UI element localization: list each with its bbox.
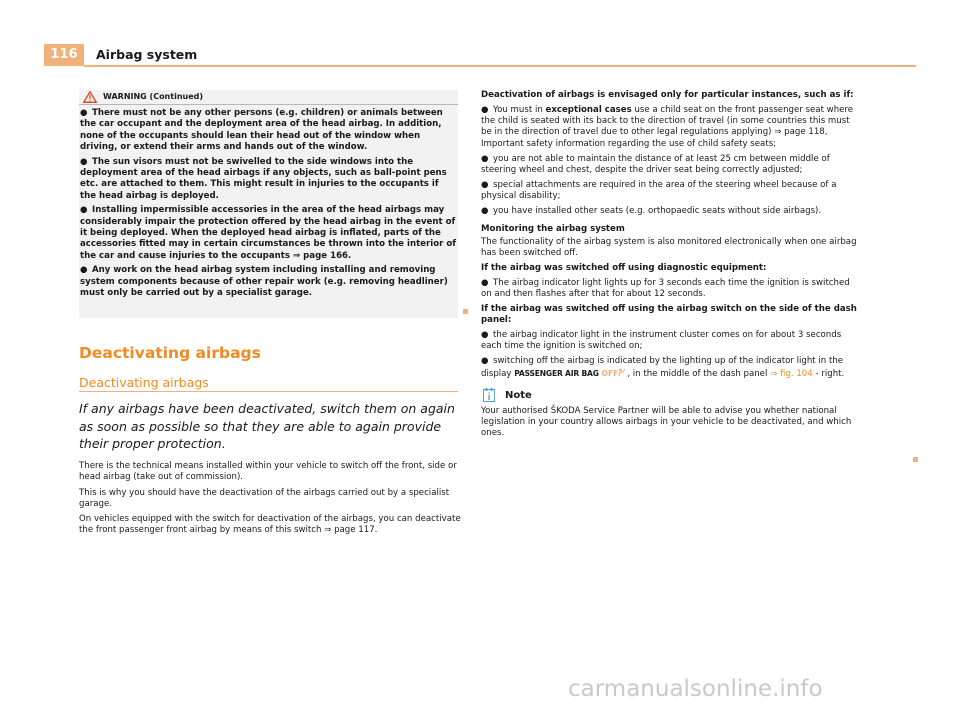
note-icon bbox=[483, 388, 495, 402]
page-number: 116 bbox=[44, 44, 84, 66]
airbag-off-icon bbox=[618, 368, 627, 376]
display-text: PASSENGER AIR BAG bbox=[514, 368, 599, 378]
warning-item: ● There must not be any other persons (e.g. children) or animals between the car occupant and the deployment area of the head airbag. In addition, none of the occupants should lean their head out of the window when driving, or extend their arms and hands out of the window. bbox=[80, 108, 443, 152]
header-rule bbox=[84, 65, 916, 67]
sub-title-rule bbox=[79, 391, 458, 392]
page-title: Airbag system bbox=[96, 47, 198, 62]
warning-triangle-icon bbox=[83, 91, 97, 103]
warning-body bbox=[80, 108, 457, 303]
note-text: Your authorised ŠKODA Service Partner will be able to advise you whether national legislation in your country allows airbags in your vehicle to be deactivated, and which ones. bbox=[481, 405, 852, 439]
sub-title: Deactivating airbags bbox=[79, 375, 209, 390]
list-item: ● you have installed other seats (e.g. orthopaedic seats without side airbags). bbox=[481, 206, 822, 217]
fig-ref-link[interactable]: ⇒ fig. 104 bbox=[770, 368, 813, 379]
note-label: Note bbox=[505, 389, 532, 401]
list-item: ● switching off the airbag is indicated by the lighting up of the indicator light in the display PASSENGER AIR BAG OFF , in the middle of the dash panel ⇒ fig. 104 - right. bbox=[481, 356, 845, 379]
switch-heading: If the airbag was switched off using the airbag switch on the side of the dash panel: bbox=[481, 303, 857, 326]
monitoring-text: The functionality of the airbag system is also monitored electronically when one airbag has been switched off. bbox=[481, 236, 857, 258]
monitoring-heading: Monitoring the airbag system bbox=[481, 224, 625, 235]
list-item: ● You must in exceptional cases use a child seat on the front passenger seat where the child is seated with its back to the direction of travel (in some countries this must be in the direction of travel due to other legal regulations applying) ⇒ page 118, Important safety information regarding the use of child safety seats; bbox=[481, 104, 854, 149]
body-paragraph: On vehicles equipped with the switch for deactivation of the airbags, you can deactivate the front passenger front airbag by means of this switch ⇒ page 117. bbox=[79, 514, 461, 536]
warning-label: WARNING (Continued) bbox=[103, 92, 204, 101]
end-marker-icon bbox=[463, 309, 468, 314]
list-item: ● special attachments are required in the area of the steering wheel because of a physical disability; bbox=[481, 179, 837, 202]
warning-item: ● Installing impermissible accessories in the area of the head airbags may considerably impair the protection offered by the head airbag in the event of it being deployed. When the deployed head airbag is inflated, parts of the accessories fitted may in certain circumstances be thrown into the interior of the car and cause injuries to the occupants ⇒ page 166. bbox=[80, 205, 456, 261]
warning-header bbox=[79, 90, 458, 105]
warning-item: ● Any work on the head airbag system including installing and removing system components because of other repair work (e.g. removing headliner) must only be carried out by a specialist garage. bbox=[80, 265, 448, 298]
diag-heading: If the airbag was switched off using diagnostic equipment: bbox=[481, 262, 767, 273]
intro-text: If any airbags have been deactivated, switch them on again as soon as possible so that they are able to again provide their proper protection. bbox=[79, 401, 455, 451]
body-paragraph: There is the technical means installed within your vehicle to switch off the front, side or head airbag (take out of commission). bbox=[79, 461, 457, 483]
deactivation-intro: Deactivation of airbags is envisaged only for particular instances, such as if: bbox=[481, 90, 854, 100]
warning-item: ● The sun visors must not be swivelled to the side windows into the deployment area of the head airbags if any objects, such as ball-point pens etc. are attached to them. This might result in injuries to the occupants if the head airbag is deployed. bbox=[80, 156, 447, 201]
display-off: OFF bbox=[601, 368, 619, 378]
right-column bbox=[481, 90, 863, 443]
note-header bbox=[481, 388, 863, 404]
list-item: ● the airbag indicator light in the instrument cluster comes on for about 3 seconds each time the ignition is switched on; bbox=[481, 330, 842, 352]
watermark: carmanualsonline.info bbox=[568, 676, 823, 702]
warning-box bbox=[79, 90, 458, 318]
body-paragraph: This is why you should have the deactivation of the airbags carried out by a specialist garage. bbox=[79, 487, 450, 509]
list-item: ● The airbag indicator light lights up for 3 seconds each time the ignition is switched on and then flashes after that for about 12 seconds. bbox=[481, 277, 850, 300]
list-item: ● you are not able to maintain the distance of at least 25 cm between middle of steering wheel and chest, despite the driver seat being correctly adjusted; bbox=[481, 153, 830, 175]
end-marker-icon bbox=[913, 457, 918, 462]
section-title: Deactivating airbags bbox=[79, 344, 261, 362]
left-body bbox=[79, 461, 461, 541]
